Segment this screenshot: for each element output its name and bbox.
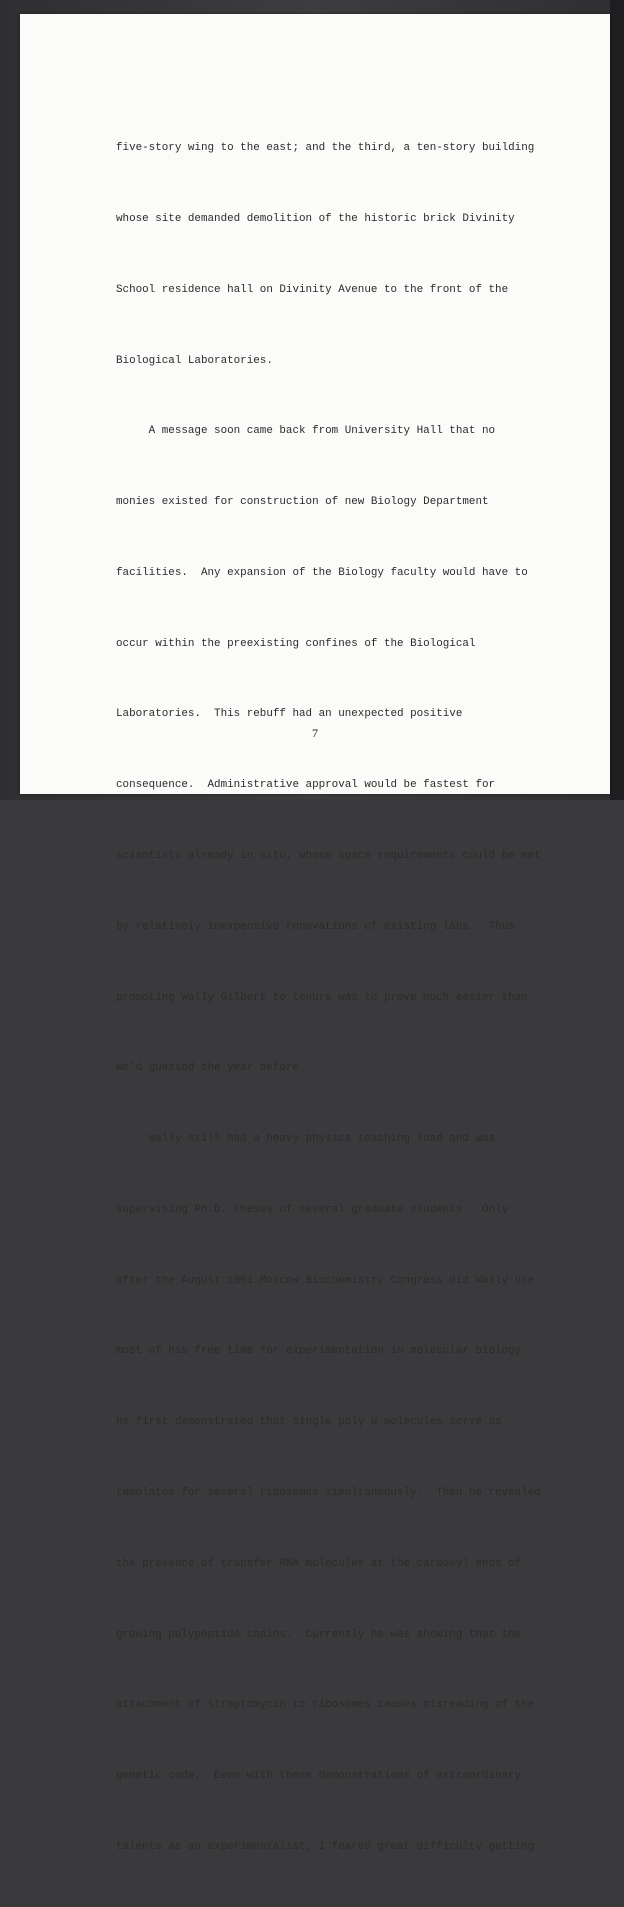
text-line: consequence. Administrative approval would be fastest for <box>116 779 496 792</box>
text-line: by relatively inexpensive renovations of existing labs. Thus <box>116 920 515 933</box>
text-line: genetic code. Even with these demonstrations of extraordinary <box>116 1770 522 1783</box>
text-line: Biological Laboratories. <box>116 354 273 367</box>
text-line: supervising Ph.D. theses of several graduate students. Only <box>116 1203 509 1216</box>
text-line: He first demonstrated that single poly U molecules serve as <box>116 1416 502 1429</box>
text-line: attachment of streptomycin to ribosomes causes misreading of the <box>116 1699 535 1712</box>
document-page <box>20 14 610 1853</box>
text-line: scientists already in situ, whose space requirements could be met <box>116 850 541 862</box>
text-line: we'd guessed the year before. <box>116 1062 306 1075</box>
text-line: promoting Wally Gilbert to tenure was to prove much easier than <box>116 991 528 1004</box>
text-line: five-story wing to the east; and the third, a ten-story building <box>116 142 535 155</box>
body-text <box>116 90 556 1907</box>
paragraph-start: A message soon came back from University Hall that no <box>116 425 496 438</box>
text-line: facilities. Any expansion of the Biology faculty would have to <box>116 566 528 579</box>
text-line: templates for several ribosomes simultaneously. Then he revealed <box>116 1487 541 1500</box>
text-line: growing polypeptide chains. Currently he was showing that the <box>116 1628 522 1641</box>
text-line: whose site demanded demolition of the historic brick Divinity <box>116 212 515 225</box>
text-line: Laboratories. This rebuff had an unexpected positive <box>116 708 463 721</box>
page-number: 7 <box>312 726 318 740</box>
text-line: talents as an experimentalist, I feared great difficulty getting <box>116 1840 535 1853</box>
text-line: the presence of transfer RNA molecules at the carboxyl ends of <box>116 1557 522 1570</box>
text-line: after the August 1961 Moscow Biochemistry Congress did Wally use <box>116 1274 535 1287</box>
text-line: occur within the preexisting confines of the Biological <box>116 637 476 650</box>
paragraph-start: Wally still had a heavy physics teaching load and was <box>116 1133 496 1146</box>
text-line: most of his free time for experimentation in molecular biology. <box>116 1345 528 1358</box>
scan-edge <box>610 0 624 800</box>
text-line: monies existed for construction of new Biology Department <box>116 496 489 509</box>
text-line: School residence hall on Divinity Avenue to the front of the <box>116 283 509 296</box>
